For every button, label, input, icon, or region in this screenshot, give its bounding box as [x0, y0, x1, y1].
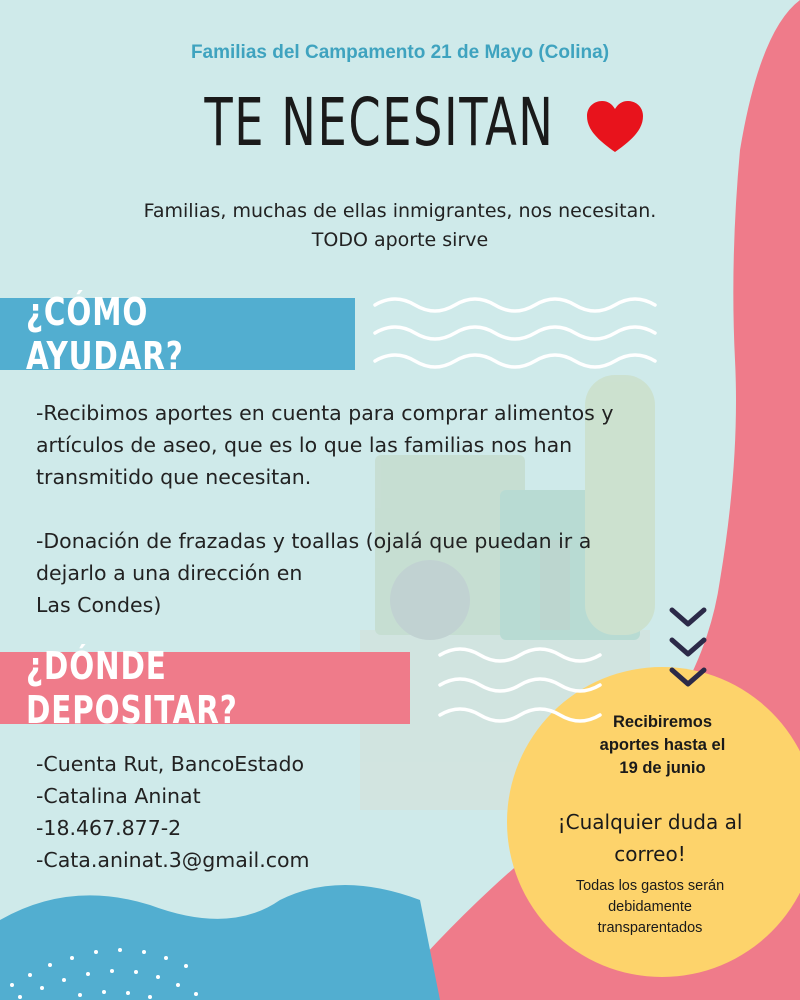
note-line-1: Todas los gastos serán: [575, 878, 725, 894]
help-line-5: dejarlo a una dirección en: [36, 561, 303, 585]
wavy-lines-top: [375, 299, 655, 367]
question-text: [515, 806, 785, 870]
note-line-3: transparentados: [597, 920, 703, 936]
help-line-4: -Donación de frazadas y toallas (ojalá que puedan ir a: [36, 529, 592, 553]
where-to-deposit-heading: [0, 644, 410, 732]
subtitle-line-1: Familias, muchas de ellas inmigrantes, nos necesitan.: [143, 200, 657, 222]
question-line-1: ¡Cualquier duda al: [557, 810, 743, 834]
deposit-email: -Cata.aninat.3@gmail.com: [36, 848, 310, 872]
help-line-3: transmitido que necesitan.: [36, 465, 312, 489]
how-to-help-text: [36, 397, 716, 621]
heart-icon: [585, 100, 645, 154]
how-to-help-heading-text: ¿CÓMO AYUDAR?: [26, 290, 184, 378]
title-text: TE NECESITAN: [203, 84, 555, 161]
where-to-deposit-heading-text: ¿DÓNDE DEPOSITAR?: [26, 644, 238, 732]
organization-name: Familias del Campamento 21 de Mayo (Colina): [190, 42, 610, 63]
help-line-2: artículos de aseo, que es lo que las familias nos han: [36, 433, 573, 457]
deadline-text: [575, 711, 750, 780]
deposit-account: -Cuenta Rut, BancoEstado: [36, 752, 305, 776]
deadline-line-3: 19 de junio: [619, 759, 706, 777]
page-title: [0, 84, 800, 161]
transparency-note: [530, 876, 770, 939]
note-line-2: debidamente: [608, 899, 692, 915]
deposit-details: [36, 748, 416, 876]
deposit-rut: -18.467.877-2: [36, 816, 182, 840]
how-to-help-heading: [0, 290, 355, 378]
deadline-line-2: aportes hasta el: [599, 736, 726, 754]
blue-wave: [0, 885, 440, 1000]
question-line-2: correo!: [614, 842, 686, 866]
subtitle-line-2: TODO aporte sirve: [311, 229, 489, 251]
deadline-line-1: Recibiremos: [612, 713, 713, 731]
deposit-name: -Catalina Aninat: [36, 784, 201, 808]
help-line-6: Las Condes): [36, 593, 162, 617]
help-line-1: -Recibimos aportes en cuenta para comprar alimentos y: [36, 401, 614, 425]
